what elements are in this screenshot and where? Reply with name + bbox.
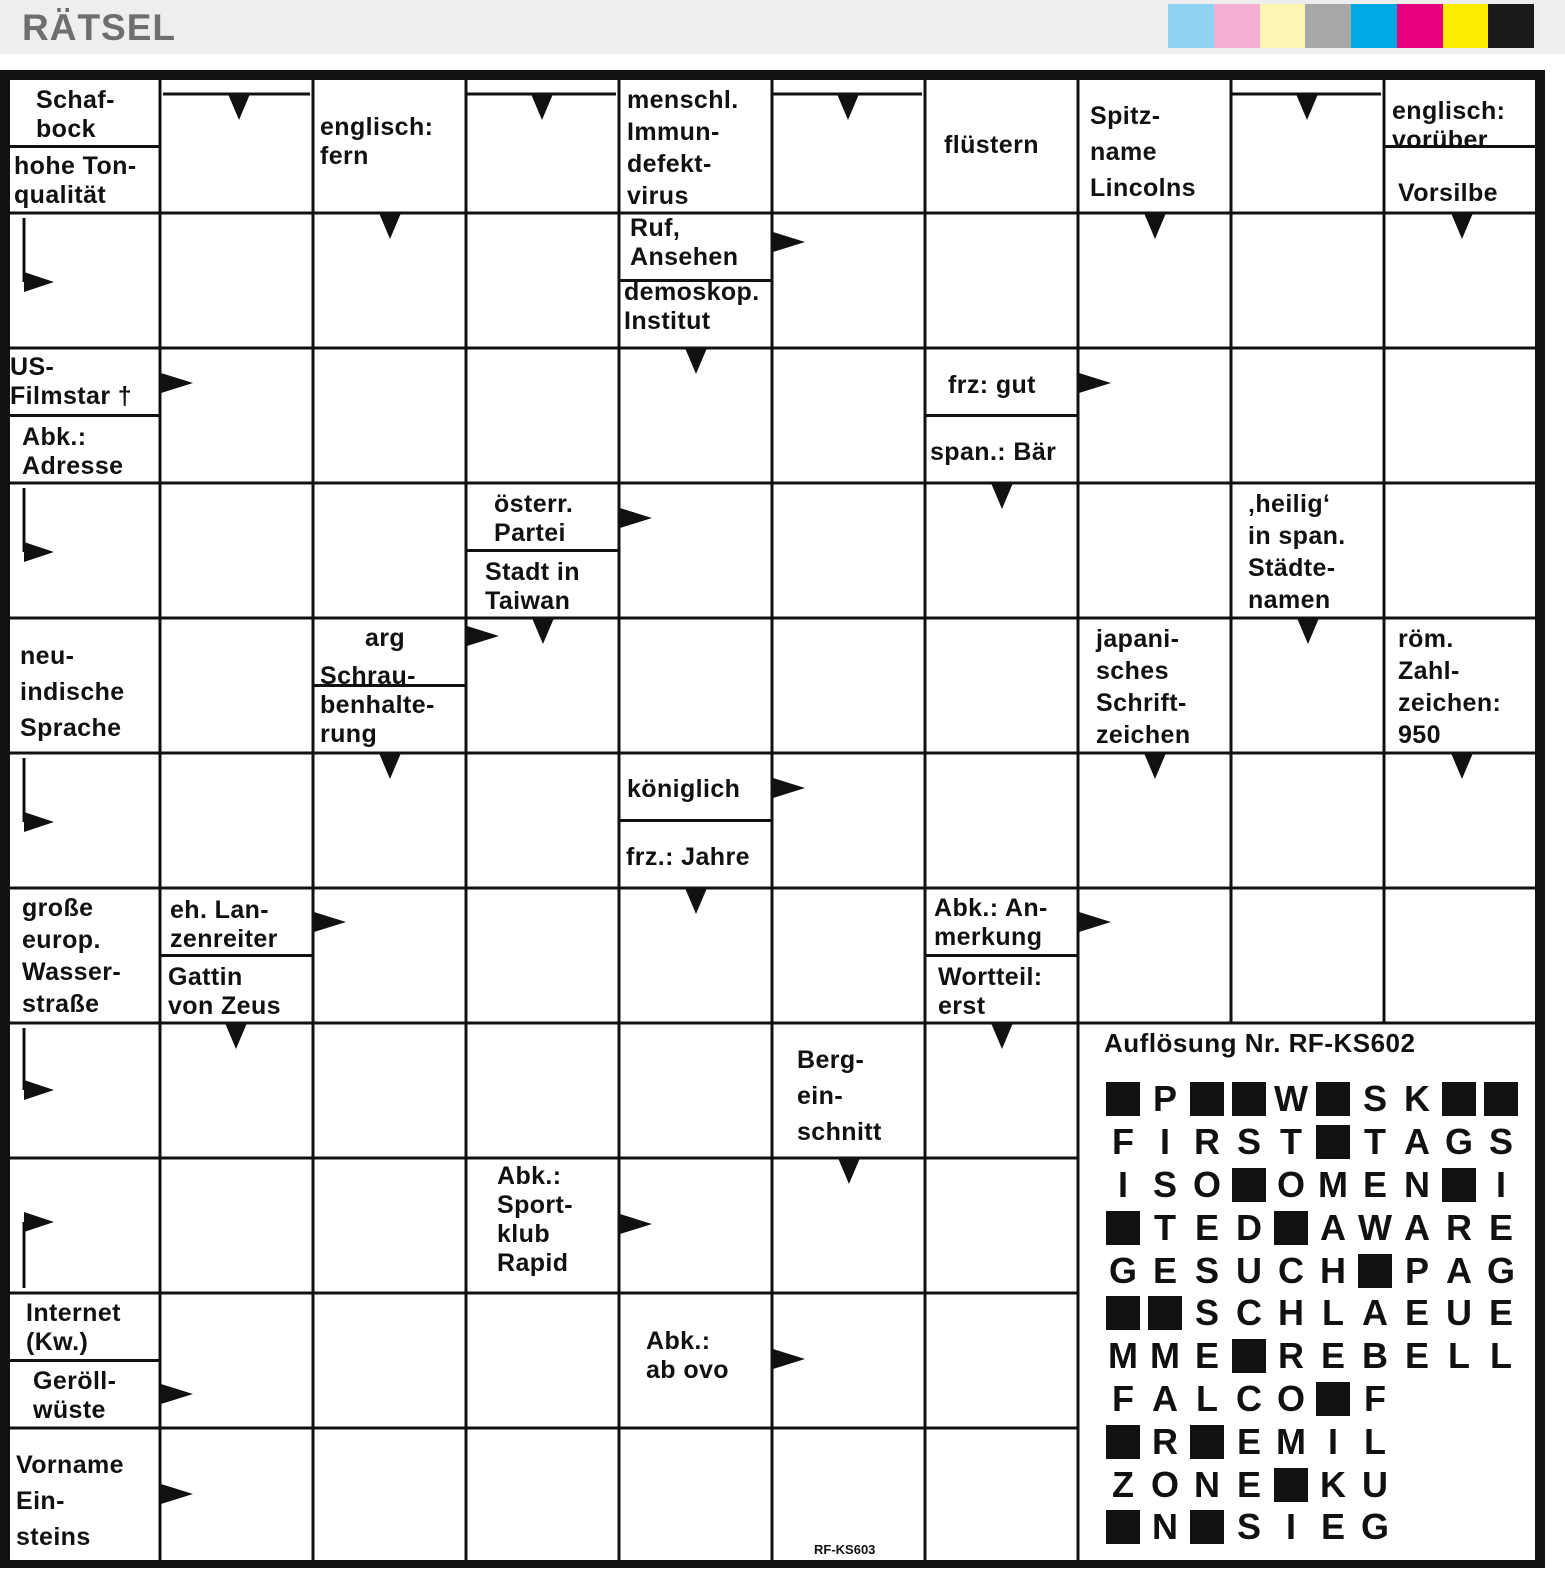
black-square-icon <box>1316 1382 1350 1416</box>
solution-letter: T <box>1280 1121 1302 1163</box>
color-swatch-8 <box>1488 4 1534 48</box>
solution-letter: C <box>1236 1377 1262 1419</box>
black-square-icon <box>1190 1082 1224 1116</box>
solution-letter: I <box>1285 1506 1296 1548</box>
hook-arrow-icon <box>531 94 553 120</box>
solution-letter: H <box>1320 1249 1346 1291</box>
arrow-down-icon <box>1297 618 1319 644</box>
arrow-right-icon <box>161 373 193 393</box>
black-square-icon <box>1274 1211 1308 1245</box>
solution-letter: E <box>1194 1206 1219 1248</box>
flag-arrow-icon <box>24 272 54 292</box>
solution-letter: L <box>1364 1420 1386 1462</box>
clue-cell: königlich <box>627 775 741 803</box>
black-square-icon <box>1106 1425 1140 1459</box>
solution-black-square <box>1312 1121 1354 1164</box>
solution-letter: R <box>1194 1121 1220 1163</box>
black-square-icon <box>1106 1082 1140 1116</box>
solution-letter: N <box>1404 1163 1430 1205</box>
clue-cell: große europ. Wasser- straße <box>22 894 122 1018</box>
solution-letter: Z <box>1112 1463 1134 1505</box>
solution-letter: L <box>1322 1292 1344 1334</box>
solution-letter: F <box>1364 1377 1386 1419</box>
clue-cell: Schrau- benhalte- rung <box>320 662 435 748</box>
solution-black-square <box>1270 1463 1312 1506</box>
solution-letter: U <box>1236 1249 1262 1291</box>
solution-letter: M <box>1108 1335 1138 1377</box>
arrow-down-icon <box>1144 213 1166 239</box>
clue-cell: eh. Lan- zenreiter <box>170 896 278 953</box>
clue-cell: Internet (Kw.) <box>26 1299 121 1356</box>
clue-cell: Wortteil: erst <box>938 963 1043 1020</box>
arrow-right-icon <box>620 1214 652 1234</box>
solution-empty <box>1480 1378 1522 1421</box>
arrow-down-icon <box>532 618 554 644</box>
clue-cell: japani- sches Schrift- zeichen <box>1096 625 1191 749</box>
solution-letter: M <box>1318 1163 1348 1205</box>
solution-letter: E <box>1236 1420 1261 1462</box>
solution-black-square <box>1186 1078 1228 1121</box>
clue-cell: menschl. Immun- defekt- virus <box>627 86 739 210</box>
solution-empty <box>1480 1463 1522 1506</box>
clue-cell: frz: gut <box>948 371 1036 399</box>
solution-empty <box>1396 1506 1438 1549</box>
clue-cell: Spitz- name Lincolns <box>1090 102 1196 202</box>
solution-empty <box>1480 1420 1522 1463</box>
solution-letter: A <box>1320 1206 1346 1248</box>
solution-letter: S <box>1236 1121 1261 1163</box>
arrow-right-icon <box>161 1484 193 1504</box>
solution-black-square <box>1102 1206 1144 1249</box>
color-swatch-5 <box>1351 4 1397 48</box>
arrow-down-icon <box>379 213 401 239</box>
color-swatch-7 <box>1443 4 1489 48</box>
hook-arrow-icon <box>837 94 859 120</box>
clue-cell: englisch: fern <box>320 113 434 170</box>
solution-black-square <box>1144 1292 1186 1335</box>
clue-cell: österr. Partei <box>494 490 574 547</box>
solution-row <box>1102 1292 1522 1335</box>
solution-letter: M <box>1150 1335 1180 1377</box>
clue-cell: Schaf- bock <box>36 86 115 143</box>
solution-letter: W <box>1274 1078 1308 1120</box>
clue-cell: Vorsilbe <box>1398 179 1498 207</box>
clue-cell: frz.: Jahre <box>626 843 750 871</box>
solution-letter: U <box>1446 1292 1472 1334</box>
clue-cell: Abk.: Sport- klub Rapid <box>497 1162 573 1277</box>
solution-letter: S <box>1488 1121 1513 1163</box>
clue-cell: Abk.: Adresse <box>22 423 124 480</box>
solution-black-square <box>1102 1420 1144 1463</box>
flag-arrow-icon <box>24 1080 54 1100</box>
solution-letter: E <box>1194 1335 1219 1377</box>
solution-black-square <box>1312 1378 1354 1421</box>
solution-black-square <box>1354 1249 1396 1292</box>
section-title: RÄTSEL <box>22 7 176 48</box>
solution-black-square <box>1480 1078 1522 1121</box>
solution-letter: S <box>1236 1506 1261 1548</box>
clue-cell: hohe Ton- qualität <box>14 152 137 209</box>
solution-letter: U <box>1362 1463 1388 1505</box>
black-square-icon <box>1442 1082 1476 1116</box>
solution-letter: O <box>1150 1463 1179 1505</box>
solution-row <box>1102 1378 1522 1421</box>
arrow-down-icon <box>991 1023 1013 1049</box>
solution-black-square <box>1102 1506 1144 1549</box>
solution-letter: R <box>1446 1206 1472 1248</box>
black-square-icon <box>1484 1082 1518 1116</box>
color-swatch-1 <box>1168 4 1214 48</box>
solution-letter: K <box>1404 1078 1430 1120</box>
puzzle-code: RF-KS603 <box>814 1542 876 1557</box>
clue-cell: flüstern <box>944 131 1039 159</box>
solution-letter: A <box>1404 1121 1430 1163</box>
solution-letter: G <box>1360 1506 1389 1548</box>
color-swatch-4 <box>1305 4 1351 48</box>
arrow-right-icon <box>773 232 805 252</box>
solution-letter: E <box>1320 1335 1345 1377</box>
solution-empty <box>1438 1378 1480 1421</box>
clue-cell: Stadt in Taiwan <box>485 558 580 615</box>
solution-letter: M <box>1276 1420 1306 1462</box>
solution-title: Auflösung Nr. RF-KS602 <box>1104 1028 1416 1058</box>
solution-black-square <box>1438 1078 1480 1121</box>
solution-letter: L <box>1490 1335 1512 1377</box>
black-square-icon <box>1316 1125 1350 1159</box>
clue-cell: demoskop. Institut <box>624 278 760 335</box>
arrow-right-icon <box>467 626 499 646</box>
solution-letter: E <box>1404 1335 1429 1377</box>
solution-row <box>1102 1463 1522 1506</box>
flag-arrow-icon <box>24 812 54 832</box>
flag-arrow-icon <box>24 1212 54 1232</box>
arrow-right-icon <box>773 778 805 798</box>
clue-cell: Vorname Ein- steins <box>16 1451 124 1551</box>
solution-letter: L <box>1448 1335 1470 1377</box>
solution-letter: P <box>1152 1078 1177 1120</box>
solution-letter: D <box>1236 1206 1262 1248</box>
black-square-icon <box>1190 1510 1224 1544</box>
clue-cell: röm. Zahl- zeichen: 950 <box>1398 625 1502 749</box>
solution-letter: R <box>1152 1420 1178 1462</box>
solution-letter: T <box>1364 1121 1386 1163</box>
solution-black-square <box>1186 1506 1228 1549</box>
black-square-icon <box>1106 1510 1140 1544</box>
color-swatch-3 <box>1260 4 1306 48</box>
clue-cell: Abk.: An- merkung <box>934 894 1048 951</box>
arrow-down-icon <box>1144 753 1166 779</box>
solution-letter: S <box>1362 1078 1387 1120</box>
clue-cell: Geröll- wüste <box>33 1367 117 1424</box>
solution-letter: E <box>1488 1206 1513 1248</box>
solution-letter: P <box>1404 1249 1429 1291</box>
color-swatch-2 <box>1214 4 1260 48</box>
clue-cell: englisch: vorüber <box>1392 97 1506 154</box>
arrow-down-icon <box>991 483 1013 509</box>
solution-letter: C <box>1236 1292 1262 1334</box>
clue-cell: neu- indische Sprache <box>20 642 125 742</box>
solution-letter: S <box>1194 1292 1219 1334</box>
arrow-right-icon <box>1079 912 1111 932</box>
solution-letter: T <box>1154 1206 1176 1248</box>
arrow-down-icon <box>379 753 401 779</box>
arrow-down-icon <box>225 1023 247 1049</box>
black-square-icon <box>1442 1168 1476 1202</box>
solution-letter: B <box>1362 1335 1388 1377</box>
clue-cell: Ruf, Ansehen <box>630 214 739 271</box>
black-square-icon <box>1358 1254 1392 1288</box>
solution-row <box>1102 1121 1522 1164</box>
solution-empty <box>1396 1378 1438 1421</box>
solution-letter: S <box>1152 1163 1177 1205</box>
solution-letter: L <box>1196 1377 1218 1419</box>
black-square-icon <box>1316 1082 1350 1116</box>
solution-letter: G <box>1486 1249 1515 1291</box>
arrow-right-icon <box>314 912 346 932</box>
arrow-right-icon <box>161 1384 193 1404</box>
solution-letter: E <box>1404 1292 1429 1334</box>
clue-cell: span.: Bär <box>930 438 1057 466</box>
solution-row <box>1102 1335 1522 1378</box>
black-square-icon <box>1148 1296 1182 1330</box>
solution-letter: H <box>1278 1292 1304 1334</box>
solution-empty <box>1438 1420 1480 1463</box>
solution-row <box>1102 1164 1522 1207</box>
black-square-icon <box>1274 1468 1308 1502</box>
solution-letter: R <box>1278 1335 1304 1377</box>
arrow-down-icon <box>1451 213 1473 239</box>
solution-row <box>1102 1506 1522 1549</box>
solution-black-square <box>1102 1078 1144 1121</box>
solution-grid <box>1102 1078 1522 1549</box>
solution-letter: F <box>1112 1121 1134 1163</box>
solution-letter: G <box>1108 1249 1137 1291</box>
color-calibration-bar <box>1168 4 1534 48</box>
black-square-icon <box>1232 1339 1266 1373</box>
clue-cell: US- Filmstar † <box>10 353 133 410</box>
clue-cell: ‚heilig‘ in span. Städte- namen <box>1248 490 1346 614</box>
arrow-down-icon <box>685 348 707 374</box>
solution-row <box>1102 1420 1522 1463</box>
solution-black-square <box>1228 1164 1270 1207</box>
clue-cell: Berg- ein- schnitt <box>797 1046 882 1146</box>
black-square-icon <box>1190 1425 1224 1459</box>
solution-row <box>1102 1078 1522 1121</box>
solution-row <box>1102 1206 1522 1249</box>
black-square-icon <box>1106 1296 1140 1330</box>
arrow-down-icon <box>1451 753 1473 779</box>
solution-letter: G <box>1444 1121 1473 1163</box>
arrow-right-icon <box>1079 373 1111 393</box>
solution-row <box>1102 1249 1522 1292</box>
arrow-right-icon <box>773 1349 805 1369</box>
black-square-icon <box>1106 1211 1140 1245</box>
solution-letter: I <box>1495 1163 1506 1205</box>
black-square-icon <box>1232 1168 1266 1202</box>
solution-letter: A <box>1152 1377 1178 1419</box>
solution-letter: I <box>1327 1420 1338 1462</box>
clue-cell: Gattin von Zeus <box>168 963 281 1020</box>
solution-letter: I <box>1159 1121 1170 1163</box>
solution-black-square <box>1102 1292 1144 1335</box>
solution-letter: N <box>1152 1506 1178 1548</box>
solution-empty <box>1396 1463 1438 1506</box>
solution-letter: W <box>1358 1206 1392 1248</box>
arrow-down-icon <box>685 888 707 914</box>
solution-letter: C <box>1278 1249 1304 1291</box>
solution-letter: E <box>1488 1292 1513 1334</box>
flag-arrow-icon <box>24 542 54 562</box>
clue-cell: arg <box>365 624 406 652</box>
solution-letter: O <box>1276 1377 1305 1419</box>
solution-black-square <box>1438 1164 1480 1207</box>
solution-letter: A <box>1446 1249 1472 1291</box>
solution-letter: A <box>1362 1292 1388 1334</box>
arrow-down-icon <box>838 1158 860 1184</box>
solution-letter: K <box>1320 1463 1346 1505</box>
solution-empty <box>1438 1506 1480 1549</box>
solution-letter: O <box>1192 1163 1221 1205</box>
solution-letter: E <box>1362 1163 1387 1205</box>
solution-empty <box>1438 1463 1480 1506</box>
solution-letter: E <box>1320 1506 1345 1548</box>
solution-letter: A <box>1404 1206 1430 1248</box>
solution-letter: F <box>1112 1377 1134 1419</box>
solution-letter: S <box>1194 1249 1219 1291</box>
solution-black-square <box>1228 1335 1270 1378</box>
solution-empty <box>1480 1506 1522 1549</box>
clue-cell: Abk.: ab ovo <box>646 1327 729 1384</box>
solution-letter: I <box>1117 1163 1128 1205</box>
solution-black-square <box>1186 1420 1228 1463</box>
solution-empty <box>1396 1420 1438 1463</box>
arrow-right-icon <box>620 508 652 528</box>
black-square-icon <box>1232 1082 1266 1116</box>
color-swatch-6 <box>1397 4 1443 48</box>
solution-black-square <box>1270 1206 1312 1249</box>
page-header <box>0 0 1565 54</box>
solution-black-square <box>1228 1078 1270 1121</box>
hook-arrow-icon <box>1296 94 1318 120</box>
solution-letter: E <box>1236 1463 1261 1505</box>
hook-arrow-icon <box>228 94 250 120</box>
solution-letter: O <box>1276 1163 1305 1205</box>
solution-letter: N <box>1194 1463 1220 1505</box>
solution-letter: E <box>1152 1249 1177 1291</box>
solution-black-square <box>1312 1078 1354 1121</box>
